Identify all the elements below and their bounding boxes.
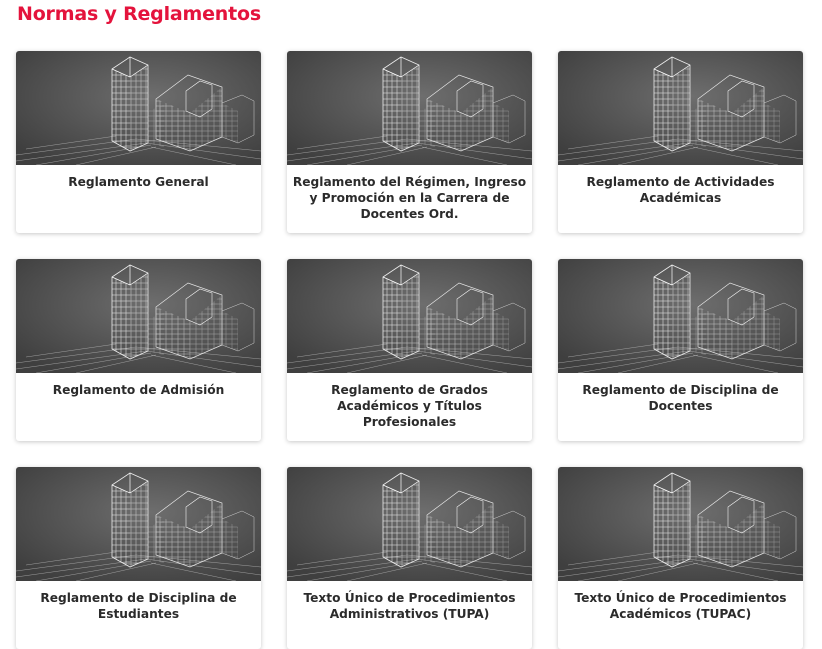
building-wireframe-image (16, 467, 261, 581)
regulation-card[interactable] (16, 259, 261, 441)
regulation-card[interactable] (287, 259, 532, 441)
regulation-card[interactable] (558, 259, 803, 441)
regulation-card-title: Reglamento del Régimen, Ingreso y Promoción en la Carrera de Docentes Ord. (292, 175, 527, 221)
regulation-card[interactable] (287, 467, 532, 649)
regulation-card-title: Reglamento de Actividades Académicas (586, 175, 775, 205)
regulation-card-title: Reglamento General (68, 175, 209, 189)
building-wireframe-image (558, 467, 803, 581)
page-title: Normas y Reglamentos (17, 3, 261, 25)
regulation-card[interactable] (558, 467, 803, 649)
regulation-card[interactable] (287, 51, 532, 233)
regulation-card[interactable] (16, 467, 261, 649)
regulation-card-title: Texto Único de Procedimientos Administrativos (TUPA) (303, 591, 516, 621)
building-wireframe-image (287, 259, 532, 373)
building-wireframe-image (16, 51, 261, 165)
building-wireframe-image (558, 51, 803, 165)
regulation-card-title: Reglamento de Disciplina de Estudiantes (40, 591, 237, 621)
building-wireframe-image (287, 51, 532, 165)
regulation-card-title: Reglamento de Grados Académicos y Títulos Profesionales (331, 383, 488, 429)
regulation-card-title: Reglamento de Admisión (52, 383, 225, 397)
building-wireframe-image (287, 467, 532, 581)
building-wireframe-image (558, 259, 803, 373)
regulation-card[interactable] (558, 51, 803, 233)
regulations-grid (16, 51, 804, 649)
building-wireframe-image (16, 259, 261, 373)
regulation-card-title: Reglamento de Disciplina de Docentes (582, 383, 779, 413)
regulation-card[interactable] (16, 51, 261, 233)
regulation-card-title: Texto Único de Procedimientos Académicos (TUPAC) (574, 591, 787, 621)
